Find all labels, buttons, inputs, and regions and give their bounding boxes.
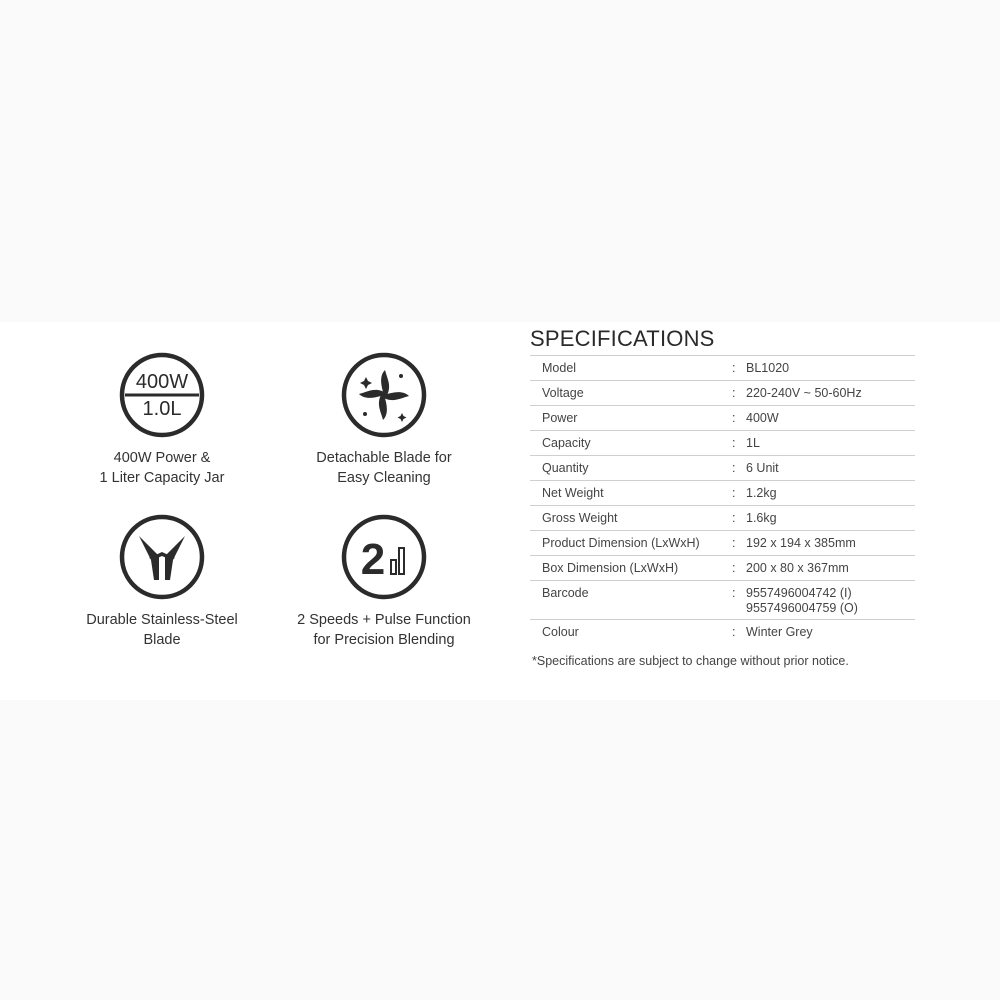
- spec-separator: :: [732, 625, 736, 639]
- stainless-steel-blade-icon: [119, 514, 205, 600]
- speed-pulse-icon: [341, 514, 427, 600]
- feature-caption: [42, 610, 282, 650]
- spec-label: Product Dimension (LxWxH): [542, 536, 700, 550]
- spec-value: 6 Unit: [746, 461, 779, 475]
- barcode-value: 9557496004759 (O): [746, 601, 858, 615]
- spec-separator: :: [732, 386, 736, 400]
- spec-row-quantity: [530, 456, 915, 481]
- spec-separator: :: [732, 411, 736, 425]
- spec-label: Box Dimension (LxWxH): [542, 561, 679, 575]
- spec-row-product-dimension: [530, 531, 915, 556]
- spec-value: 220-240V ~ 50-60Hz: [746, 386, 862, 400]
- spec-label: Net Weight: [542, 486, 604, 500]
- badge-capacity-text: 1.0L: [142, 398, 182, 420]
- spec-value: Winter Grey: [746, 625, 813, 639]
- caption-line: Detachable Blade for: [316, 450, 452, 466]
- caption-line: Easy Cleaning: [337, 470, 431, 486]
- spec-row-net-weight: [530, 481, 915, 506]
- spec-separator: :: [732, 586, 736, 600]
- spec-value: 200 x 80 x 367mm: [746, 561, 849, 575]
- spec-row-capacity: [530, 431, 915, 456]
- caption-line: Blade: [143, 632, 181, 648]
- caption-line: 400W Power &: [113, 450, 211, 466]
- barcode-value: 9557496004742 (I): [746, 586, 852, 600]
- spec-value: 192 x 194 x 385mm: [746, 536, 856, 550]
- spec-value: 400W: [746, 411, 779, 425]
- feature-stainless-blade: [42, 514, 282, 650]
- spec-row-colour: [530, 620, 915, 644]
- detachable-blade-icon: [341, 352, 427, 438]
- spec-label: Quantity: [542, 461, 589, 475]
- spec-value: BL1020: [746, 361, 790, 375]
- spec-label: Gross Weight: [542, 511, 618, 525]
- feature-power-capacity: [42, 352, 282, 488]
- spec-separator: :: [732, 361, 736, 375]
- spec-value: 1L: [746, 436, 760, 450]
- spec-separator: :: [732, 461, 736, 475]
- feature-detachable-blade: [264, 352, 504, 488]
- caption-line: 1 Liter Capacity Jar: [99, 470, 225, 486]
- badge-power-text: 400W: [135, 371, 189, 393]
- specifications-disclaimer: *Specifications are subject to change without prior notice.: [532, 654, 849, 668]
- spec-value: 1.2kg: [746, 486, 777, 500]
- spec-row-gross-weight: [530, 506, 915, 531]
- feature-caption: [264, 448, 504, 488]
- spec-label: Power: [542, 411, 578, 425]
- spec-label: Capacity: [542, 436, 591, 450]
- spec-label: Model: [542, 361, 577, 375]
- specifications-table: [530, 355, 915, 644]
- caption-line: for Precision Blending: [313, 632, 455, 648]
- spec-row-power: [530, 406, 915, 431]
- spec-row-barcode: [530, 581, 915, 620]
- caption-line: Durable Stainless-Steel: [86, 612, 238, 628]
- spec-separator: :: [732, 511, 736, 525]
- speed-digit-text: 2: [360, 535, 386, 584]
- specifications-title: SPECIFICATIONS: [530, 326, 715, 351]
- spec-separator: :: [732, 536, 736, 550]
- caption-line: 2 Speeds + Pulse Function: [297, 612, 471, 628]
- spec-value: 1.6kg: [746, 511, 777, 525]
- spec-value: [746, 581, 915, 619]
- specifications-section: [530, 326, 915, 668]
- feature-caption: [264, 610, 504, 650]
- spec-separator: :: [732, 486, 736, 500]
- spec-row-voltage: [530, 381, 915, 406]
- spec-separator: :: [732, 436, 736, 450]
- spec-label: Voltage: [542, 386, 584, 400]
- spec-label: Colour: [542, 625, 579, 639]
- spec-separator: :: [732, 561, 736, 575]
- spec-label: Barcode: [542, 586, 589, 600]
- feature-caption: [42, 448, 282, 488]
- feature-speed-pulse: [264, 514, 504, 650]
- spec-row-model: [530, 356, 915, 381]
- spec-row-box-dimension: [530, 556, 915, 581]
- power-capacity-badge-icon: [119, 352, 205, 438]
